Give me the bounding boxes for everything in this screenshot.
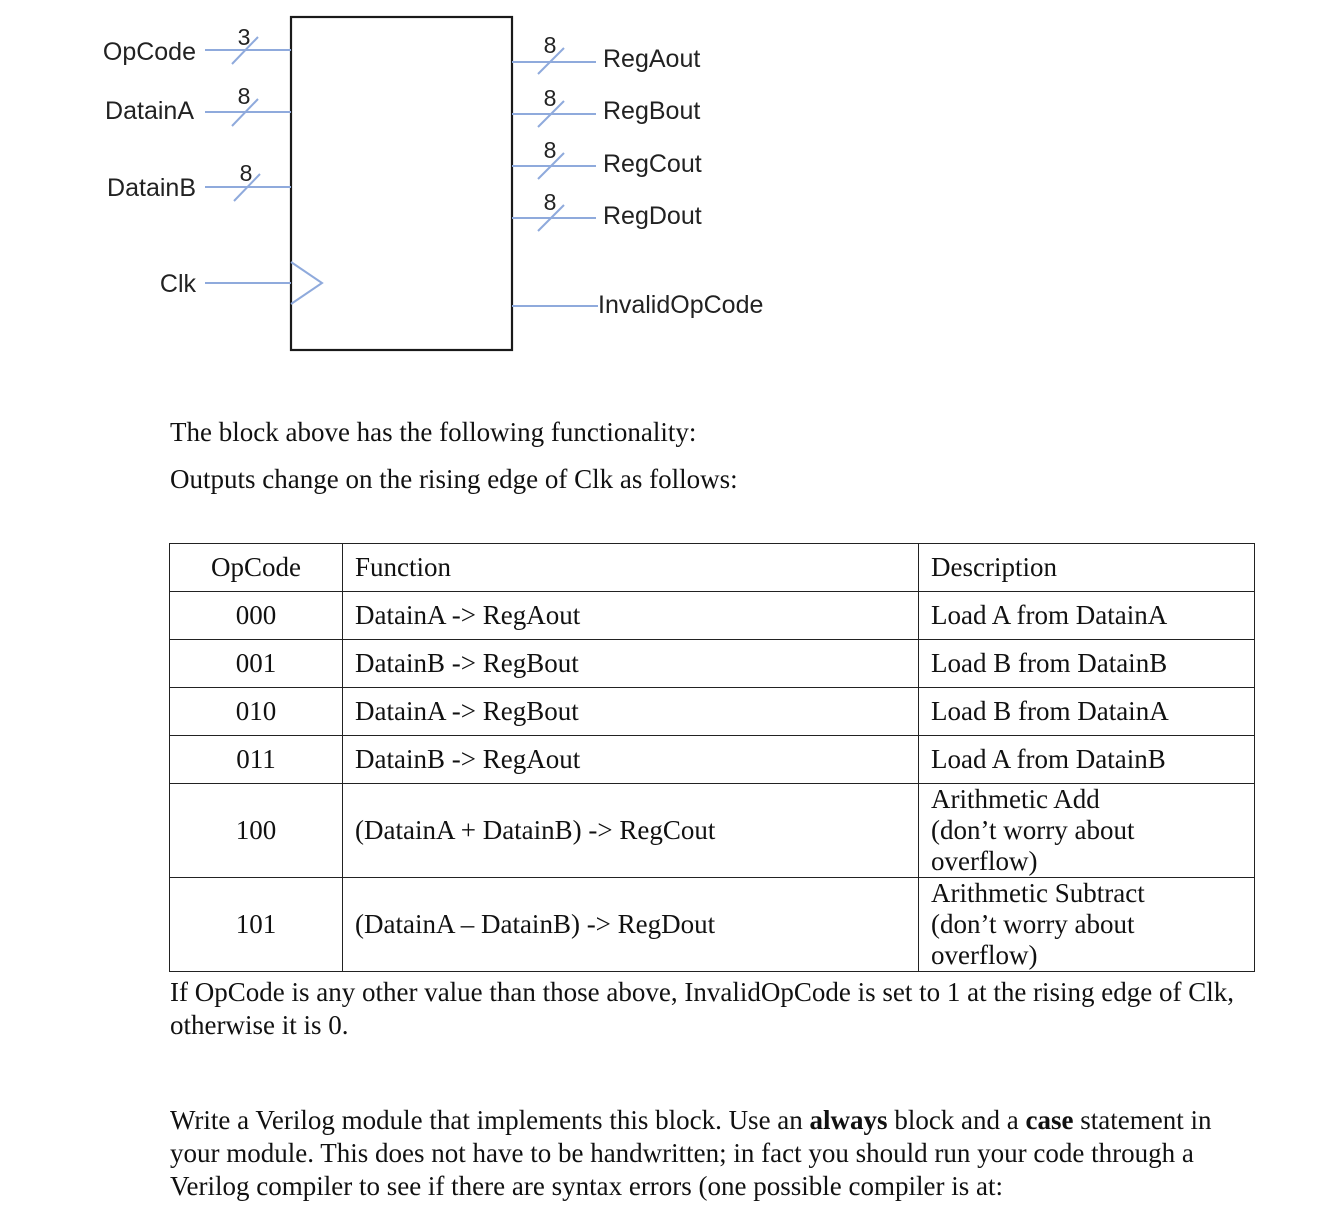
task-text-1: Write a Verilog module that implements this block. Use an bbox=[170, 1105, 810, 1135]
task-paragraph bbox=[170, 1104, 1260, 1203]
invalid-opcode-note: If OpCode is any other value than those above, InvalidOpCode is set to 1 at the rising edge of Clk, otherwise it is 0. bbox=[170, 977, 1235, 1040]
keyword-always: always bbox=[809, 1105, 888, 1135]
row-function: DatainA -> RegAout bbox=[343, 592, 919, 640]
row-function: DatainA -> RegBout bbox=[343, 688, 919, 736]
description-line-1: Arithmetic Subtract bbox=[931, 878, 1145, 908]
datainb-width: 8 bbox=[239, 160, 253, 186]
row-opcode: 001 bbox=[170, 640, 343, 688]
intro-line-2: Outputs change on the rising edge of Clk as follows: bbox=[170, 464, 738, 494]
dataina-label: DatainA bbox=[105, 97, 194, 125]
row-function: DatainB -> RegBout bbox=[343, 640, 919, 688]
row-function: DatainB -> RegAout bbox=[343, 736, 919, 784]
table-row bbox=[170, 688, 1255, 736]
clk-label: Clk bbox=[159, 270, 196, 298]
invalid-label: InvalidOpCode bbox=[598, 291, 764, 319]
keyword-case: case bbox=[1025, 1105, 1074, 1135]
regcout-width: 8 bbox=[543, 137, 557, 163]
table-row bbox=[170, 736, 1255, 784]
opcode-width: 3 bbox=[237, 24, 251, 50]
regdout-label: RegDout bbox=[603, 202, 702, 230]
regbout-label: RegBout bbox=[603, 97, 701, 125]
row-opcode: 100 bbox=[170, 784, 343, 878]
dataina-width: 8 bbox=[237, 83, 251, 109]
row-description bbox=[919, 878, 1255, 972]
regaout-label: RegAout bbox=[603, 45, 701, 73]
table-header-row bbox=[170, 544, 1255, 592]
intro-line-1: The block above has the following functionality: bbox=[170, 417, 697, 447]
regcout-label: RegCout bbox=[603, 150, 702, 178]
row-description: Load A from DatainB bbox=[919, 736, 1255, 784]
regdout-width: 8 bbox=[543, 189, 557, 215]
clock-triangle-icon bbox=[291, 262, 322, 304]
opcode-label: OpCode bbox=[102, 38, 196, 66]
description-line-2: (don’t worry about overflow) bbox=[931, 815, 1135, 876]
row-description bbox=[919, 784, 1255, 878]
header-description: Description bbox=[919, 544, 1255, 592]
row-opcode: 101 bbox=[170, 878, 343, 972]
table-row bbox=[170, 878, 1255, 972]
module-box bbox=[291, 17, 512, 350]
datainb-label: DatainB bbox=[107, 174, 196, 202]
task-text-3: statement in your module. This does not have to be handwritten; in fact you should run your code through a Verilog compiler to see if there are syntax errors (one possible compiler is at: bbox=[170, 1105, 1212, 1201]
opcode-table bbox=[169, 543, 1255, 972]
table-row bbox=[170, 640, 1255, 688]
row-function: (DatainA + DatainB) -> RegCout bbox=[343, 784, 919, 878]
row-function: (DatainA – DatainB) -> RegDout bbox=[343, 878, 919, 972]
row-opcode: 000 bbox=[170, 592, 343, 640]
task-text-2: block and a bbox=[887, 1105, 1026, 1135]
table-row bbox=[170, 592, 1255, 640]
row-description: Load A from DatainA bbox=[919, 592, 1255, 640]
row-opcode: 011 bbox=[170, 736, 343, 784]
row-description: Load B from DatainB bbox=[919, 640, 1255, 688]
row-description: Load B from DatainA bbox=[919, 688, 1255, 736]
header-opcode: OpCode bbox=[170, 544, 343, 592]
row-opcode: 010 bbox=[170, 688, 343, 736]
header-function: Function bbox=[343, 544, 919, 592]
block-diagram bbox=[0, 0, 1326, 370]
regbout-width: 8 bbox=[543, 85, 557, 111]
description-line-2: (don’t worry about overflow) bbox=[931, 909, 1135, 970]
table-row bbox=[170, 784, 1255, 878]
regaout-width: 8 bbox=[543, 32, 557, 58]
description-line-1: Arithmetic Add bbox=[931, 784, 1100, 814]
